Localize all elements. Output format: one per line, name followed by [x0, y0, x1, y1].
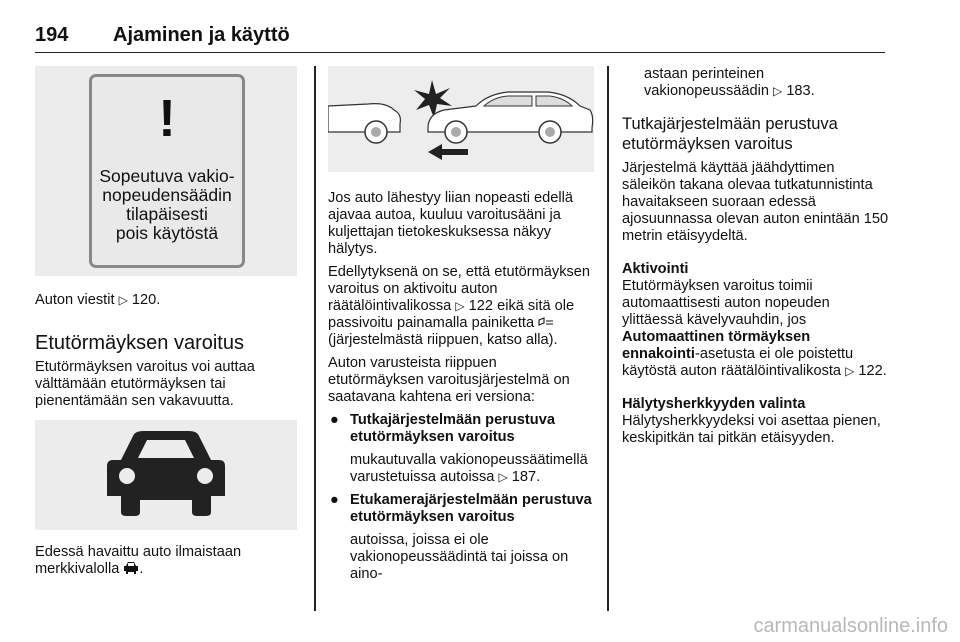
list-item: ● Etukamerajärjestelmään perustuva etutörmäyksen varoitus	[330, 492, 592, 525]
paragraph-1: Järjestelmä käyttää jäähdyttimen säleikön takana olevaa tutkatunnistinta havaitakseen suoraan edessä ajosuunnassa olevan auton enintään 150 metrin etäisyydeltä.	[622, 160, 889, 244]
page-ref-icon: ▷	[845, 364, 855, 378]
car-indicator-caption: Edessä havaittu auto ilmaistaan merkkivalolla .	[35, 544, 242, 577]
warning-line: pois käytöstä	[115, 223, 219, 243]
column-middle	[328, 66, 594, 589]
intro-paragraph: Etutörmäyksen varoitus voi auttaa välttämään etutörmäyksen tai pienentämään sen vakavuutta.	[35, 359, 255, 409]
column-divider-2	[607, 66, 609, 611]
cars-illustration	[328, 66, 594, 172]
column-divider-1	[314, 66, 316, 611]
warning-display	[89, 74, 245, 268]
warning-line: tilapäisesti	[126, 204, 208, 224]
paragraph-3: Auton varusteista riippuen etutörmäyksen varoitusjärjestelmä on saatavana kahtena eri versiona:	[328, 355, 570, 405]
bullet-icon: ●	[330, 492, 339, 508]
column-left	[35, 66, 297, 584]
sensitivity-paragraph: Hälytysherkkyydeksi voi asettaa pienen, keskipitkän tai pitkän etäisyyden.	[622, 413, 881, 446]
paragraph-1: Jos auto lähestyy liian nopeasti edellä ajavaa autoa, kuuluu varoitusääni ja kuljettajan tietokeskuksessa näkyy hälytys.	[328, 190, 574, 257]
paragraph-2: Edellytyksenä on se, että etutörmäyksen varoitus on aktivoitu auton räätälöintivalikossa ▷ 122 eikä sitä ole passivoitu painamalla painiketta (järjestelmästä riippuen, katso alla).	[328, 264, 591, 348]
chapter-title: Ajaminen ja käyttö	[113, 24, 290, 46]
bullet-icon: ●	[330, 412, 339, 428]
activation-paragraph: Etutörmäyksen varoitus toimii automaattisesti auton nopeuden ylittäessä kävelyvauhdin, jos Automaattinen törmäyksen ennakointi-asetusta ei ole poistettu käytöstä auton räätälöintivalikosta ▷ 122.	[622, 278, 887, 379]
collision-warning-button-icon	[538, 317, 554, 329]
vehicle-messages-ref: Auton viestit ▷ 120.	[35, 292, 161, 308]
page-header	[35, 18, 885, 53]
warning-display-figure	[35, 66, 297, 276]
page-number: 194	[35, 24, 69, 46]
page-ref-icon: ▷	[455, 299, 465, 313]
vehicle-ahead-small-icon	[123, 561, 139, 575]
list-item: ● Tutkajärjestelmään perustuva etutörmäyksen varoitus	[330, 412, 555, 445]
list-item-text: autoissa, joissa ei ole vakionopeussäädintä tai joissa on aino-	[350, 532, 569, 582]
page-ref-icon: ▷	[773, 84, 783, 98]
collision-illustration	[328, 66, 594, 172]
column-right	[622, 66, 890, 453]
page-ref-icon: ▷	[118, 293, 128, 307]
section-title: Tutkajärjestelmään perustuva etutörmäyksen varoitus	[622, 115, 838, 153]
subheading-activation: Aktivointi	[622, 261, 689, 277]
exclamation-icon: !	[158, 90, 176, 148]
page-ref-icon: ▷	[498, 470, 508, 484]
continued-text: astaan perinteinen vakionopeussäädin ▷ 183.	[644, 66, 815, 99]
car-indicator-figure	[35, 420, 297, 530]
section-title: Etutörmäyksen varoitus	[35, 332, 244, 354]
subheading-sensitivity: Hälytysherkkyyden valinta	[622, 396, 806, 412]
watermark: carmanualsonline.info	[753, 615, 948, 637]
warning-line: Sopeutuva vakio-	[99, 166, 235, 186]
vehicle-ahead-icon	[35, 420, 297, 530]
warning-line: nopeudensäädin	[102, 185, 232, 205]
warning-message	[96, 167, 238, 243]
list-item-text: mukautuvalla vakionopeussäätimellä varustetuissa autoissa ▷ 187.	[350, 452, 588, 485]
direction-arrow-icon	[428, 144, 468, 160]
